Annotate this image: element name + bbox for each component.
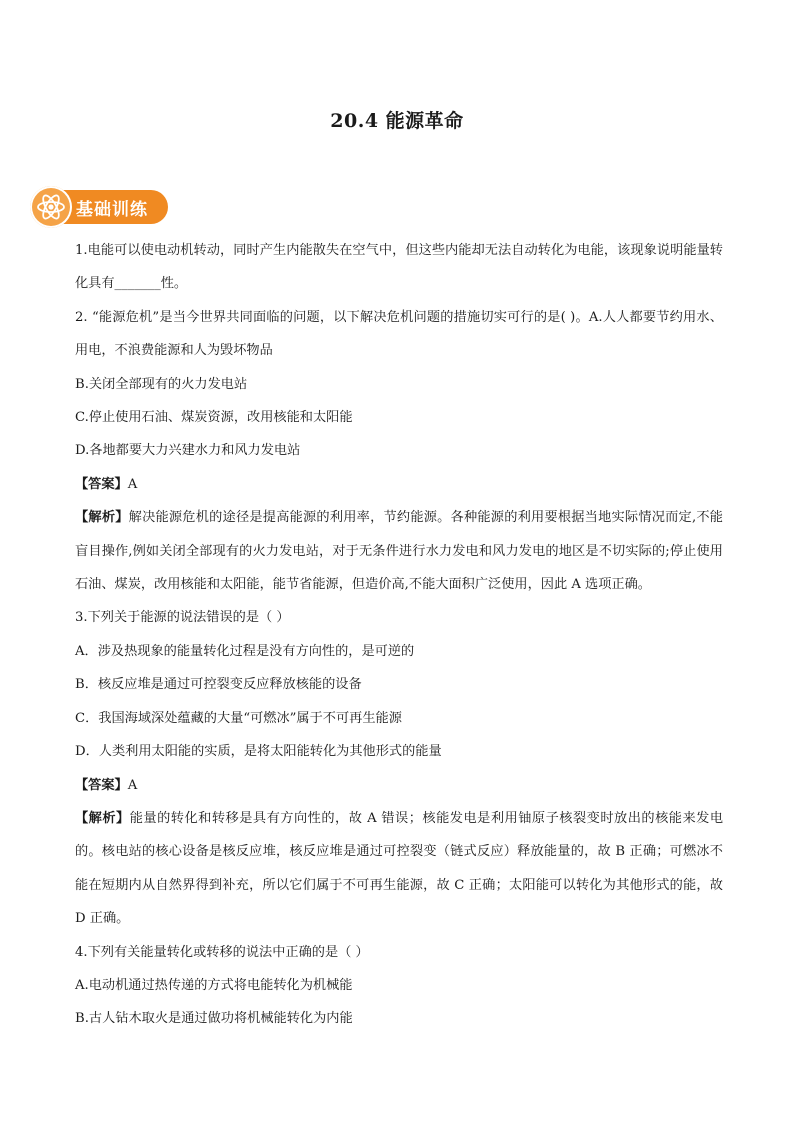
answer-tag: 【答案】: [75, 476, 128, 492]
question-3-option-a: A．涉及热现象的能量转化过程是没有方向性的，是可逆的: [75, 643, 415, 659]
question-2: 2. “能源危机”是当今世界共同面临的问题，以下解决危机问题的措施切实可行的是( )。A.人人都要节约用水、用电，不浪费能源和人为毁坏物品: [75, 309, 723, 359]
question-content: [75, 234, 723, 1036]
section-banner: [30, 186, 170, 228]
answer-3: [75, 769, 723, 802]
question-1: 1.电能可以使电动机转动，同时产生内能散失在空气中，但这些内能却无法自动转化为电能，该现象说明能量转化具有_______性。: [75, 243, 723, 292]
question-2-option-c: C.停止使用石油、煤炭资源，改用核能和太阳能: [75, 410, 353, 426]
question-2-option-d: D.各地都要大力兴建水力和风力发电站: [75, 443, 301, 459]
answer-value: A: [127, 476, 138, 492]
analysis-text: 解决能源危机的途径是提高能源的利用率，节约能源。各种能源的利用要根据当地实际情况而定,不能盲目操作,例如关闭全部现有的火力发电站，对于无条件进行水力发电和风力发电的地区是不切实际的;停止使用石油、煤炭，改用核能和太阳能，能节省能源，但造价高,不能大面积广泛使用，因此 A 选项正确。: [75, 510, 723, 593]
analysis-tag: 【解析】: [75, 810, 130, 826]
page-title: 20.4 能源革命: [330, 110, 464, 132]
section-label: 基础训练: [76, 200, 148, 220]
analysis-2: [75, 501, 723, 601]
question-3-option-c: C．我国海域深处蕴藏的大量“可燃冰”属于不可再生能源: [75, 710, 402, 726]
question-4-option-b: B.古人钻木取火是通过做功将机械能转化为内能: [75, 1011, 353, 1027]
answer-tag: 【答案】: [75, 777, 128, 793]
question-3: 3.下列关于能源的说法错误的是（ ）: [75, 610, 290, 626]
question-4: 4.下列有关能量转化或转移的说法中正确的是（ ）: [75, 944, 369, 960]
question-2-option-b: B.关闭全部现有的火力发电站: [75, 376, 248, 392]
analysis-text: 能量的转化和转移是具有方向性的，故 A 错误；核能发电是利用铀原子核裂变时放出的核能来发电的。核电站的核心设备是核反应堆，核反应堆是通过可控裂变（链式反应）释放能量的，故 B 正确；可燃冰不能在短期内从自然界得到补充，所以它们属于不可再生能源，故 C 正确；太阳能可以转化为其他形式的能，故 D 正确。: [75, 810, 723, 927]
analysis-3: [75, 802, 723, 936]
answer-value: A: [127, 777, 138, 793]
question-3-option-b: B．核反应堆是通过可控裂变反应释放核能的设备: [75, 677, 362, 693]
question-4-option-a: A.电动机通过热传递的方式将电能转化为机械能: [75, 977, 353, 993]
analysis-tag: 【解析】: [75, 510, 129, 526]
atom-icon: [30, 186, 72, 228]
question-3-option-d: D．人类利用太阳能的实质，是将太阳能转化为其他形式的能量: [75, 744, 442, 760]
answer-2: [75, 468, 723, 501]
